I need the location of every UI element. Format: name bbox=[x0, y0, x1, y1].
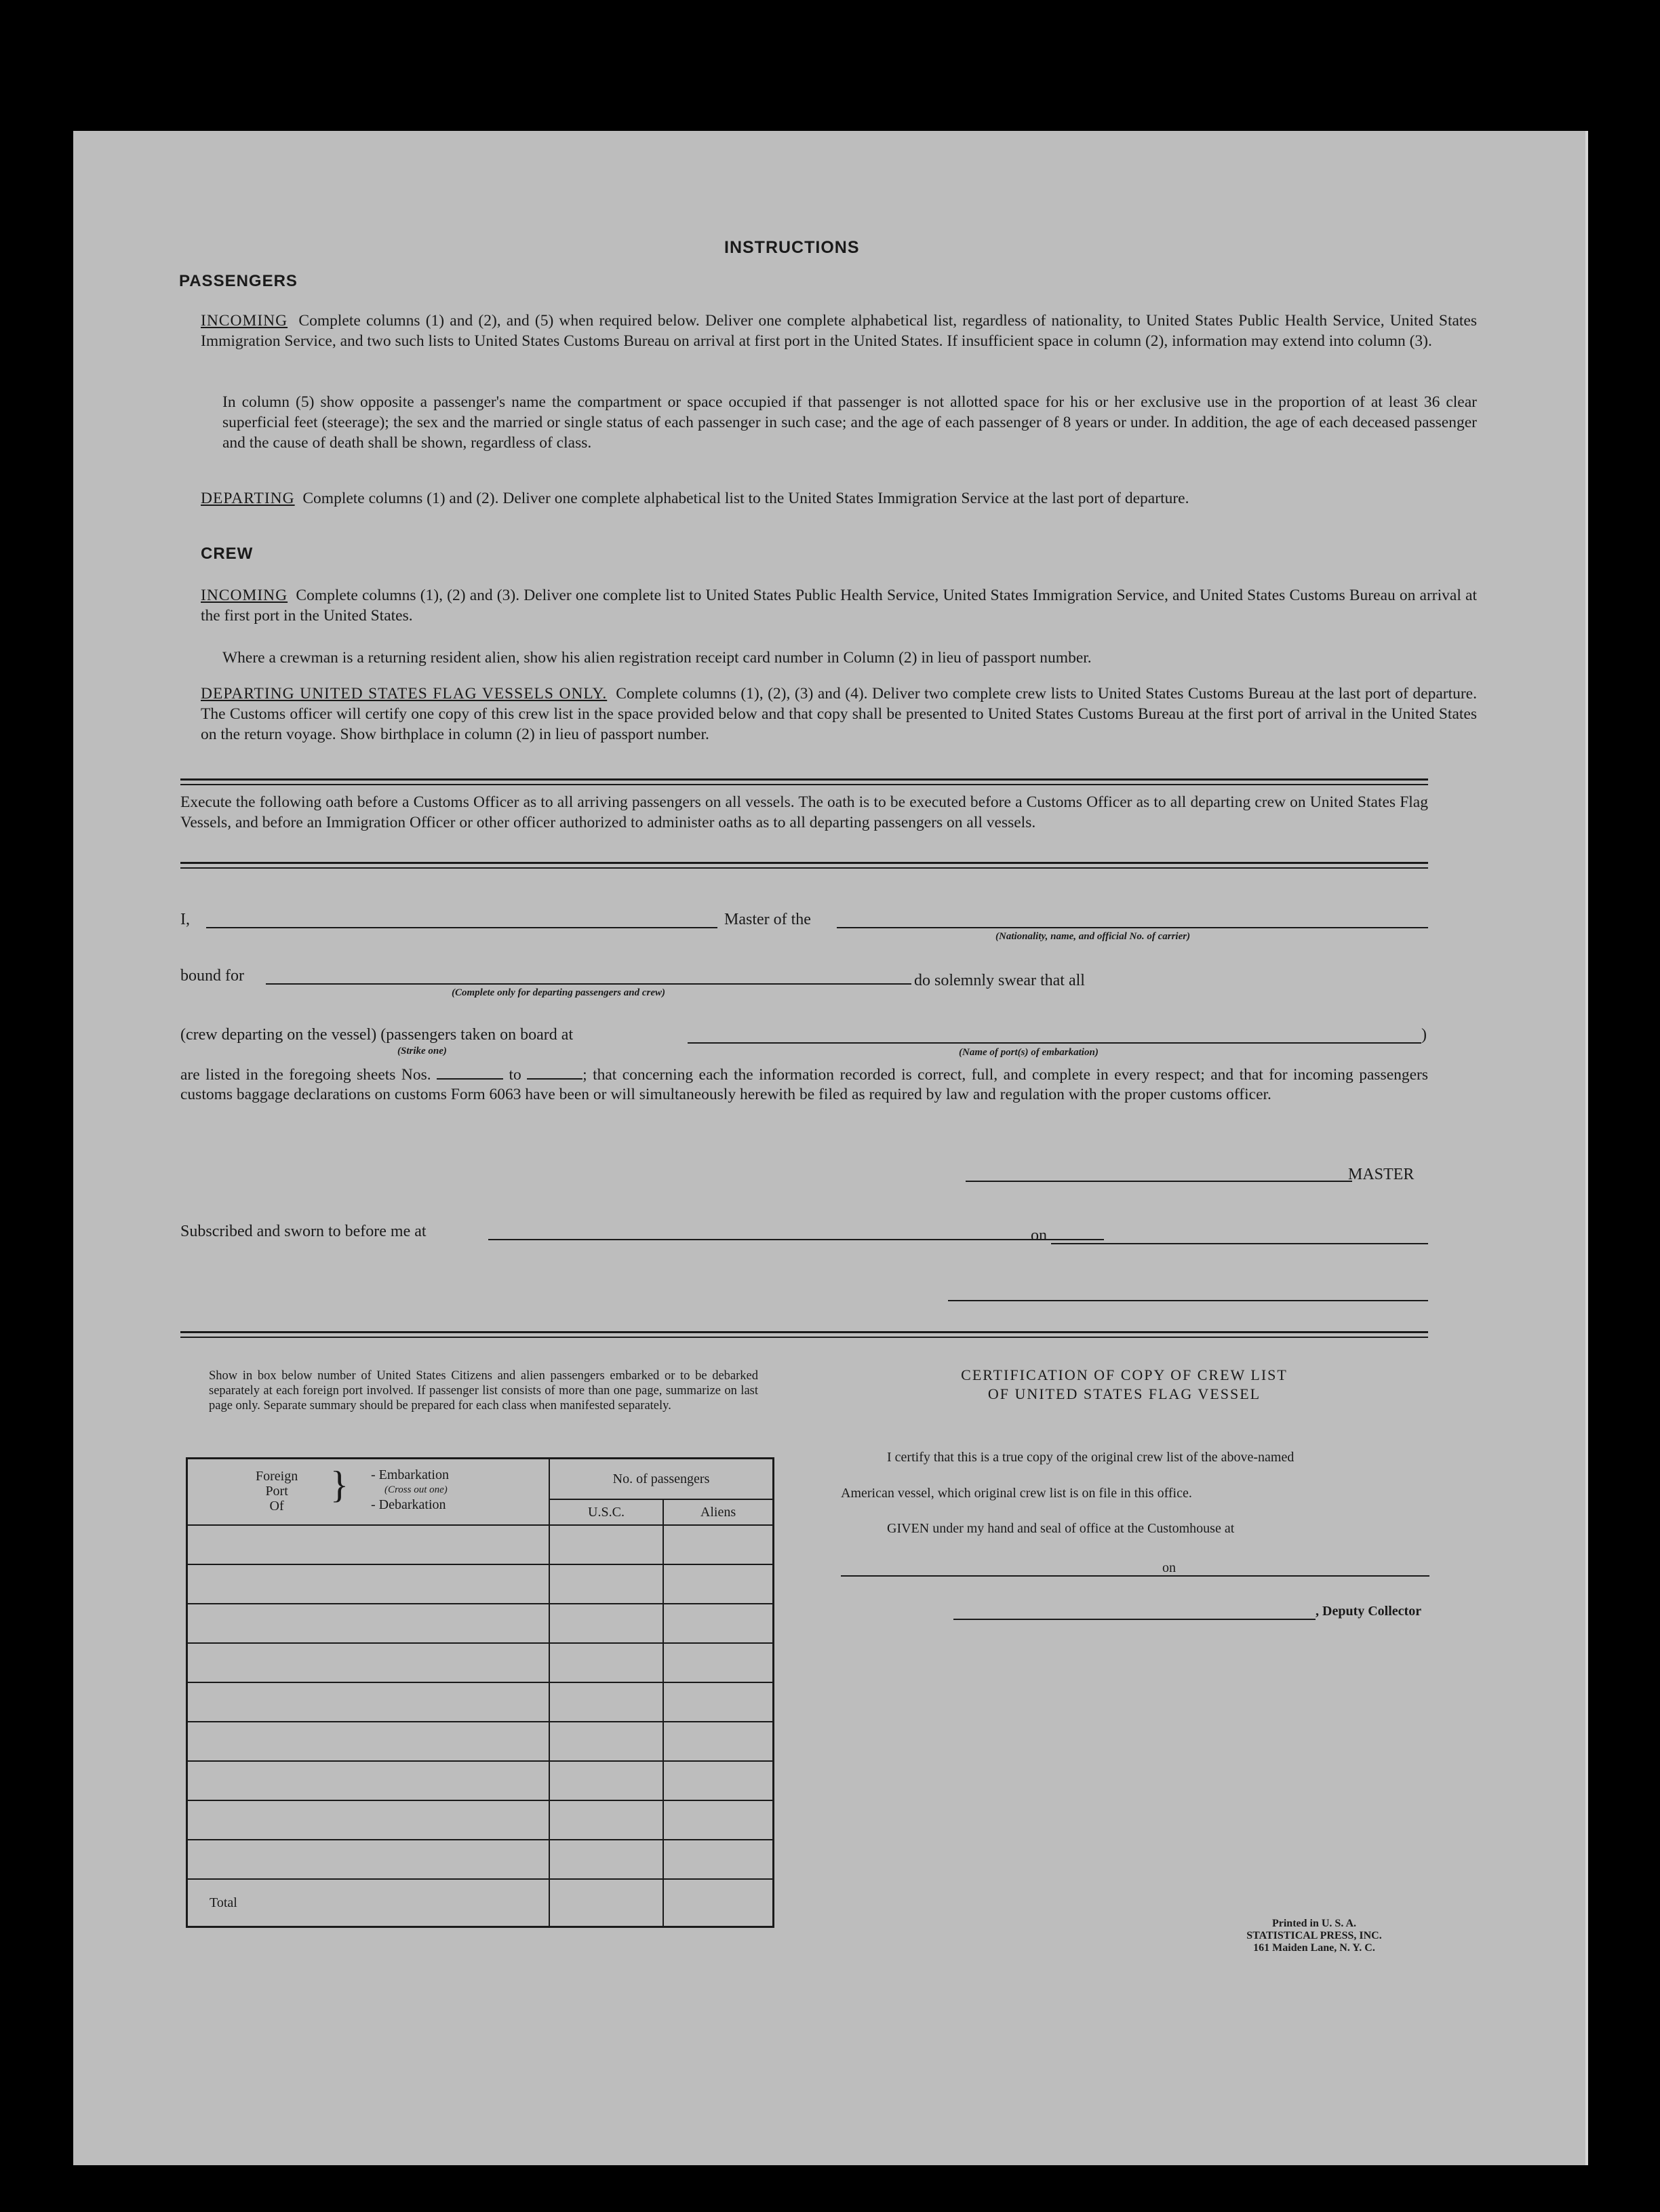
deputy-signature-field[interactable] bbox=[953, 1619, 1316, 1620]
listed-to: to bbox=[509, 1066, 521, 1084]
listed-b: ; that concerning each the information recorded is correct, full, and complete in every respect; and that for incoming passengers customs baggage declarations on customs Form 6063 have been or will simultaneously herewith be filed as required by law and regulation with the proper customs officer. bbox=[180, 1066, 1429, 1103]
total-usc-cell[interactable] bbox=[549, 1879, 663, 1927]
port-cell[interactable] bbox=[187, 1564, 550, 1604]
passengers-departing-text: Complete columns (1) and (2). Deliver one complete alphabetical list to the United States Immigration Service at the last port of departure. bbox=[302, 490, 1189, 507]
usc-cell[interactable] bbox=[549, 1564, 663, 1604]
sheet-to-field[interactable] bbox=[527, 1078, 582, 1080]
usc-cell[interactable] bbox=[549, 1643, 663, 1682]
table-row bbox=[187, 1722, 774, 1761]
box-note: Show in box below number of United States Citizens and alien passengers embarked or to be debarked separately at each foreign port involved. If passenger list consists of more than one page, summarize on last page only. Separate summary should be prepared for each class when manifested separately. bbox=[209, 1369, 758, 1413]
oath-listed-paragraph bbox=[180, 1065, 1428, 1105]
passengers-heading: PASSENGERS bbox=[179, 272, 298, 290]
cross-out-note: (Cross out one) bbox=[384, 1484, 448, 1495]
printer-line-1: Printed in U. S. A. bbox=[1271, 1918, 1356, 1929]
certify-text: I certify that this is a true copy of the original crew list of the above-named bbox=[887, 1450, 1295, 1465]
swear-text: do solemnly swear that all bbox=[914, 972, 1085, 989]
divider-3 bbox=[180, 1331, 1428, 1338]
table-row bbox=[187, 1682, 774, 1722]
total-row bbox=[187, 1879, 774, 1927]
printer-line-2: STATISTICAL PRESS, INC. bbox=[1246, 1930, 1382, 1941]
foreign-port-of bbox=[256, 1469, 298, 1514]
deputy-collector-label: , Deputy Collector bbox=[1316, 1604, 1422, 1619]
crew-departing-text: (crew departing on the vessel) (passengers taken on board at bbox=[180, 1026, 574, 1044]
strike-one-note: (Strike one) bbox=[397, 1046, 447, 1056]
crew-incoming-label: INCOMING bbox=[201, 587, 288, 604]
aliens-header: Aliens bbox=[663, 1499, 774, 1525]
aliens-cell[interactable] bbox=[663, 1643, 774, 1682]
american-vessel-text: American vessel, which original crew list is on file in this office. bbox=[841, 1486, 1192, 1501]
embarkation-port-field[interactable] bbox=[688, 1042, 1421, 1044]
usc-header: U.S.C. bbox=[549, 1499, 663, 1525]
given-text: GIVEN under my hand and seal of office at the Customhouse at bbox=[887, 1521, 1235, 1536]
passengers-column5: In column (5) show opposite a passenger's name the compartment or space occupied if that passenger is not allotted space for his or her exclusive use in the proportion of at least 36 clear superficial feet (steerage); the sex and the married or single status of each passenger in such case; and the age of each passenger of 8 years or under. In addition, the age of each deceased passenger and the cause of death shall be shown, regardless of class. bbox=[222, 393, 1477, 452]
aliens-cell[interactable] bbox=[663, 1840, 774, 1879]
crew-departing-text: Complete columns (1), (2), (3) and (4). Deliver two complete crew lists to United States Customs Bureau at the last port of departure. The Customs officer will certify one copy of this crew list in the space provided below and that copy shall be presented to United States Customs Bureau at the first port of arrival in the United States on the return voyage. Show birthplace in column (2) in lieu of passport number. bbox=[201, 685, 1477, 743]
certification-title-1: CERTIFICATION OF COPY OF CREW LIST bbox=[961, 1366, 1288, 1383]
usc-cell[interactable] bbox=[549, 1604, 663, 1643]
passenger-ports-table bbox=[186, 1457, 774, 1928]
table-row bbox=[187, 1643, 774, 1682]
table-row bbox=[187, 1525, 774, 1564]
no-passengers-header: No. of passengers bbox=[549, 1459, 774, 1500]
bound-for-field[interactable] bbox=[266, 983, 911, 985]
instructions-title: INSTRUCTIONS bbox=[724, 238, 860, 257]
port-cell[interactable] bbox=[187, 1800, 550, 1840]
port-cell[interactable] bbox=[187, 1604, 550, 1643]
aliens-cell[interactable] bbox=[663, 1761, 774, 1800]
bound-for-label: bound for bbox=[180, 967, 244, 985]
aliens-cell[interactable] bbox=[663, 1682, 774, 1722]
printer-line-3: 161 Maiden Lane, N. Y. C. bbox=[1253, 1942, 1375, 1954]
aliens-cell[interactable] bbox=[663, 1525, 774, 1564]
embarkation-option[interactable]: - Embarkation bbox=[371, 1467, 449, 1482]
nationality-note: (Nationality, name, and official No. of carrier) bbox=[995, 931, 1191, 942]
table-row bbox=[187, 1761, 774, 1800]
usc-cell[interactable] bbox=[549, 1840, 663, 1879]
divider-2 bbox=[180, 862, 1428, 869]
close-paren: ) bbox=[1421, 1026, 1427, 1044]
printer-imprint bbox=[1212, 1918, 1416, 1954]
total-aliens-cell[interactable] bbox=[663, 1879, 774, 1927]
crew-departing-label: DEPARTING UNITED STATES FLAG VESSELS ONLY. bbox=[201, 685, 608, 703]
master-name-field[interactable] bbox=[206, 927, 717, 928]
officer-signature-field[interactable] bbox=[948, 1300, 1428, 1301]
crew-incoming bbox=[201, 585, 1477, 626]
debarkation-option[interactable]: - Debarkation bbox=[371, 1497, 446, 1512]
passengers-departing bbox=[201, 488, 1477, 509]
listed-a: are listed in the foregoing sheets Nos. bbox=[180, 1066, 431, 1084]
usc-cell[interactable] bbox=[549, 1525, 663, 1564]
divider-1 bbox=[180, 778, 1428, 785]
carrier-field[interactable] bbox=[837, 927, 1428, 928]
oath-i-label: I, bbox=[180, 911, 190, 928]
crew-departing bbox=[201, 684, 1477, 745]
passengers-incoming-text: Complete columns (1) and (2), and (5) when required below. Deliver one complete alphabetical list, regardless of nationality, to United States Public Health Service, United States Immigration Service, and two such lists to United States Customs Bureau on arrival at first port in the United States. If insufficient space in column (2), information may extend into column (3). bbox=[201, 312, 1478, 350]
passengers-departing-label: DEPARTING bbox=[201, 490, 295, 507]
usc-cell[interactable] bbox=[549, 1761, 663, 1800]
sworn-date-field[interactable] bbox=[1051, 1243, 1428, 1244]
certification-title-2: OF UNITED STATES FLAG VESSEL bbox=[987, 1385, 1261, 1402]
port-cell[interactable] bbox=[187, 1682, 550, 1722]
subscribed-label: Subscribed and sworn to before me at bbox=[180, 1223, 427, 1240]
port-header-cell bbox=[187, 1459, 550, 1526]
crew-incoming-text: Complete columns (1), (2) and (3). Deliver one complete list to United States Public Health Service, United States Immigration Service, and United States Customs Bureau on arrival at the first port in the United States. bbox=[201, 587, 1477, 625]
form-page bbox=[73, 131, 1588, 2165]
master-label: MASTER bbox=[1348, 1166, 1415, 1183]
master-of-label: Master of the bbox=[724, 911, 811, 928]
crew-resident-note: Where a crewman is a returning resident alien, show his alien registration receipt card number in Column (2) in lieu of passport number. bbox=[222, 649, 1092, 667]
passengers-incoming bbox=[201, 311, 1477, 351]
foreign-label: Foreign bbox=[256, 1469, 298, 1484]
usc-cell[interactable] bbox=[549, 1722, 663, 1761]
passengers-incoming-label: INCOMING bbox=[201, 312, 288, 330]
usc-cell[interactable] bbox=[549, 1800, 663, 1840]
usc-cell[interactable] bbox=[549, 1682, 663, 1722]
table-row bbox=[187, 1564, 774, 1604]
table-row bbox=[187, 1840, 774, 1879]
brace-icon: } bbox=[330, 1464, 349, 1506]
cert-on-label: on bbox=[1162, 1560, 1176, 1575]
aliens-cell[interactable] bbox=[663, 1722, 774, 1761]
port-cell[interactable] bbox=[187, 1722, 550, 1761]
sworn-place-field[interactable] bbox=[488, 1239, 1104, 1240]
table-row bbox=[187, 1604, 774, 1643]
port-label: Port bbox=[265, 1484, 288, 1499]
port-cell[interactable] bbox=[187, 1840, 550, 1879]
port-cell[interactable] bbox=[187, 1643, 550, 1682]
port-cell[interactable] bbox=[187, 1761, 550, 1800]
embark-debark-options bbox=[371, 1467, 449, 1512]
of-label: Of bbox=[269, 1499, 284, 1514]
aliens-cell[interactable] bbox=[663, 1564, 774, 1604]
total-label: Total bbox=[187, 1879, 550, 1927]
table-row bbox=[187, 1800, 774, 1840]
crew-heading: CREW bbox=[201, 545, 254, 563]
aliens-cell[interactable] bbox=[663, 1604, 774, 1643]
master-signature-field[interactable] bbox=[966, 1181, 1352, 1182]
sheet-from-field[interactable] bbox=[437, 1078, 503, 1080]
cert-date-field[interactable] bbox=[1183, 1575, 1429, 1577]
oath-intro: Execute the following oath before a Customs Officer as to all arriving passengers on all vessels. The oath is to be executed before a Customs Officer as to all departing crew on United States Flag Vessels, and before an Immigration Officer or other officer authorized to administer oaths as to all departing passengers on all vessels. bbox=[180, 793, 1428, 831]
aliens-cell[interactable] bbox=[663, 1800, 774, 1840]
ports-note: (Name of port(s) of embarkation) bbox=[959, 1047, 1099, 1058]
sworn-on-label: on bbox=[1031, 1227, 1047, 1244]
port-cell[interactable] bbox=[187, 1525, 550, 1564]
bound-note: (Complete only for departing passengers and crew) bbox=[452, 987, 665, 998]
